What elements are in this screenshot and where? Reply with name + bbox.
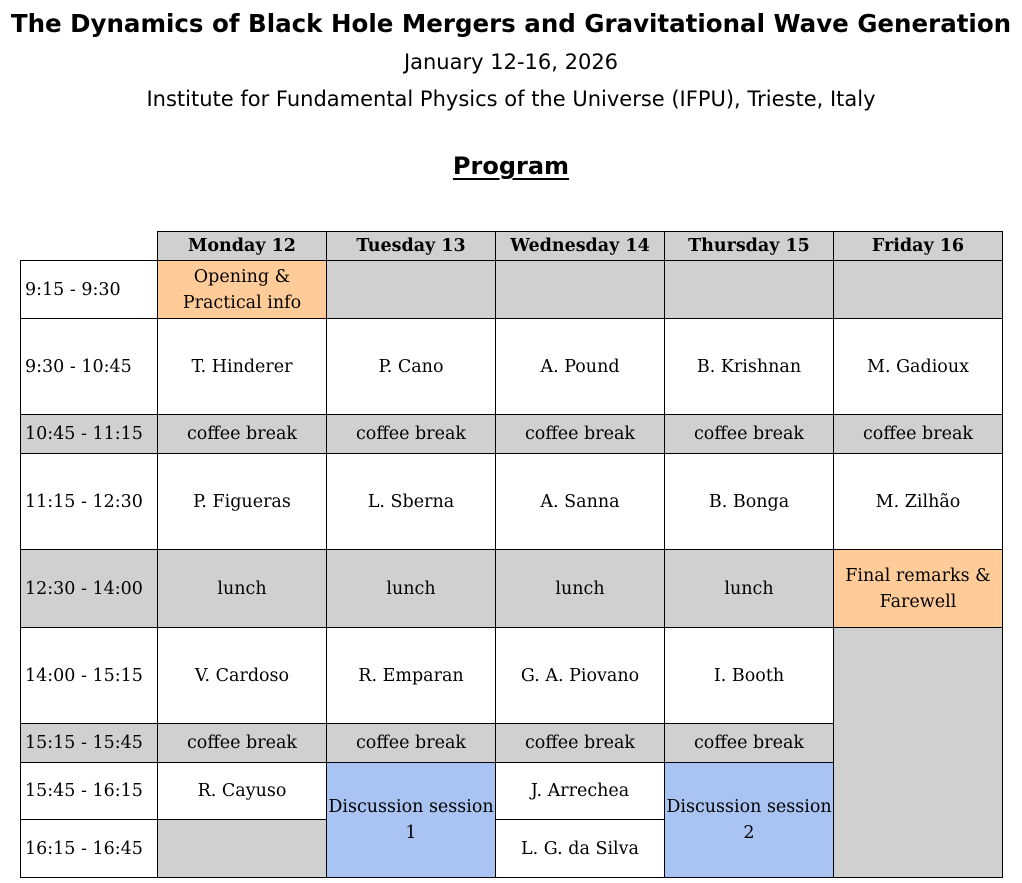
table-row — [21, 319, 1003, 415]
slot-empty — [665, 261, 834, 319]
slot-coffee: coffee break — [496, 415, 665, 454]
day-header: Monday 12 — [158, 232, 327, 261]
slot-coffee: coffee break — [158, 415, 327, 454]
document-title: The Dynamics of Black Hole Mergers and Gravitational Wave Generation — [10, 9, 1012, 38]
table-row — [21, 550, 1003, 628]
time-cell: 12:30 - 14:00 — [21, 550, 158, 628]
slot-talk: P. Figueras — [158, 454, 327, 550]
slot-talk: L. G. da Silva — [496, 820, 665, 878]
slot-talk: J. Arrechea — [496, 763, 665, 820]
slot-talk: R. Cayuso — [158, 763, 327, 820]
slot-coffee: coffee break — [834, 415, 1003, 454]
slot-talk: V. Cardoso — [158, 628, 327, 724]
corner-cell — [21, 232, 158, 261]
slot-talk: B. Krishnan — [665, 319, 834, 415]
slot-coffee: coffee break — [496, 724, 665, 763]
schedule-table — [20, 231, 1003, 878]
day-header: Thursday 15 — [665, 232, 834, 261]
time-cell: 9:15 - 9:30 — [21, 261, 158, 319]
slot-talk: L. Sberna — [327, 454, 496, 550]
slot-coffee: coffee break — [327, 724, 496, 763]
slot-lunch: lunch — [327, 550, 496, 628]
slot-empty — [834, 261, 1003, 319]
slot-empty — [496, 261, 665, 319]
slot-talk: T. Hinderer — [158, 319, 327, 415]
table-row — [21, 628, 1003, 724]
slot-talk: M. Gadioux — [834, 319, 1003, 415]
slot-coffee: coffee break — [158, 724, 327, 763]
slot-lunch: lunch — [496, 550, 665, 628]
slot-talk: A. Pound — [496, 319, 665, 415]
slot-coffee: coffee break — [665, 724, 834, 763]
time-cell: 11:15 - 12:30 — [21, 454, 158, 550]
day-header: Wednesday 14 — [496, 232, 665, 261]
table-row — [21, 454, 1003, 550]
slot-talk: B. Bonga — [665, 454, 834, 550]
slot-talk: A. Sanna — [496, 454, 665, 550]
table-row — [21, 261, 1003, 319]
time-cell: 15:15 - 15:45 — [21, 724, 158, 763]
slot-discussion-2: Discussion session 2 — [665, 763, 834, 878]
slot-lunch: lunch — [665, 550, 834, 628]
slot-final-remarks: Final remarks & Farewell — [834, 550, 1003, 628]
event-dates: January 12-16, 2026 — [403, 50, 619, 74]
time-cell: 16:15 - 16:45 — [21, 820, 158, 878]
time-cell: 14:00 - 15:15 — [21, 628, 158, 724]
header-row — [21, 232, 1003, 261]
slot-coffee: coffee break — [327, 415, 496, 454]
slot-talk: I. Booth — [665, 628, 834, 724]
time-cell: 10:45 - 11:15 — [21, 415, 158, 454]
slot-talk: R. Emparan — [327, 628, 496, 724]
day-header: Friday 16 — [834, 232, 1003, 261]
slot-lunch: lunch — [158, 550, 327, 628]
table-row — [21, 415, 1003, 454]
slot-talk: G. A. Piovano — [496, 628, 665, 724]
time-cell: 9:30 - 10:45 — [21, 319, 158, 415]
slot-opening: Opening & Practical info — [158, 261, 327, 319]
slot-talk: P. Cano — [327, 319, 496, 415]
program-heading — [0, 152, 1022, 180]
slot-coffee: coffee break — [665, 415, 834, 454]
event-venue: Institute for Fundamental Physics of the Universe (IFPU), Trieste, Italy — [146, 87, 876, 111]
slot-talk: M. Zilhão — [834, 454, 1003, 550]
slot-empty — [158, 820, 327, 878]
time-cell: 15:45 - 16:15 — [21, 763, 158, 820]
program-heading-text: Program — [452, 152, 570, 180]
day-header: Tuesday 13 — [327, 232, 496, 261]
slot-discussion-1: Discussion session 1 — [327, 763, 496, 878]
slot-empty — [834, 628, 1003, 878]
slot-empty — [327, 261, 496, 319]
